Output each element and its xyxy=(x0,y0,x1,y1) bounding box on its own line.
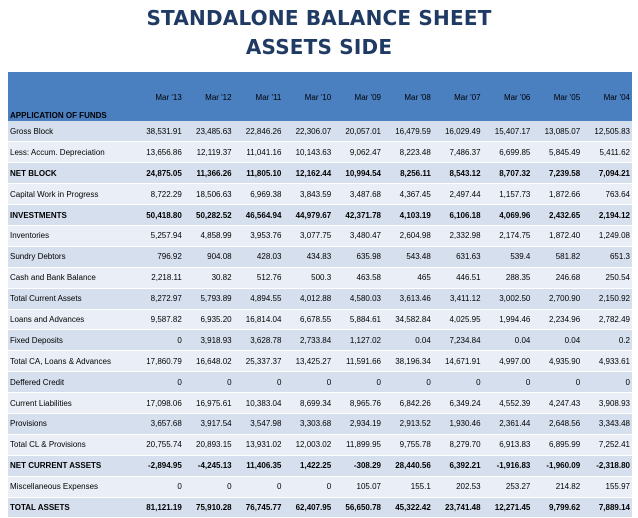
cell-value: -1,916.83 xyxy=(483,455,533,476)
cell-value: 763.64 xyxy=(582,184,632,205)
cell-value: 13,085.07 xyxy=(532,121,582,142)
cell-value: 214.82 xyxy=(532,476,582,497)
row-label: Sundry Debtors xyxy=(8,246,134,267)
cell-value: 9,755.78 xyxy=(383,434,433,455)
cell-value: 4,935.90 xyxy=(532,351,582,372)
cell-value: 3,917.54 xyxy=(184,413,234,434)
cell-value: 5,884.61 xyxy=(333,309,383,330)
table-row xyxy=(8,225,632,246)
cell-value: 16,029.49 xyxy=(433,121,483,142)
cell-value: 25,337.37 xyxy=(234,351,284,372)
cell-value: 0.04 xyxy=(483,330,533,351)
cell-value: 5,257.94 xyxy=(134,225,184,246)
table-row xyxy=(8,476,632,497)
cell-value: 5,793.89 xyxy=(184,288,234,309)
cell-value: 8,223.48 xyxy=(383,142,433,163)
cell-value: 12,162.44 xyxy=(283,163,333,184)
year-header: Mar '09 xyxy=(333,72,383,121)
cell-value: 1,872.66 xyxy=(532,184,582,205)
cell-value: 1,930.46 xyxy=(433,413,483,434)
table-row xyxy=(8,246,632,267)
cell-value: 155.1 xyxy=(383,476,433,497)
cell-value: 23,485.63 xyxy=(184,121,234,142)
cell-value: 434.83 xyxy=(283,246,333,267)
cell-value: 9,062.47 xyxy=(333,142,383,163)
cell-value: 3,547.98 xyxy=(234,413,284,434)
cell-value: 250.54 xyxy=(582,267,632,288)
cell-value: 13,656.86 xyxy=(134,142,184,163)
cell-value: 2,733.84 xyxy=(283,330,333,351)
cell-value: 11,366.26 xyxy=(184,163,234,184)
cell-value: 12,119.37 xyxy=(184,142,234,163)
cell-value: 4,894.55 xyxy=(234,288,284,309)
cell-value: 8,699.34 xyxy=(283,393,333,414)
cell-value: 0.04 xyxy=(383,330,433,351)
cell-value: 463.58 xyxy=(333,267,383,288)
cell-value: 1,249.08 xyxy=(582,225,632,246)
cell-value: -1,960.09 xyxy=(532,455,582,476)
cell-value: 50,418.80 xyxy=(134,205,184,226)
cell-value: 2,913.52 xyxy=(383,413,433,434)
year-header: Mar '05 xyxy=(532,72,582,121)
cell-value: 22,306.07 xyxy=(283,121,333,142)
cell-value: 105.07 xyxy=(333,476,383,497)
cell-value: 17,860.79 xyxy=(134,351,184,372)
cell-value: 6,969.38 xyxy=(234,184,284,205)
cell-value: 6,935.20 xyxy=(184,309,234,330)
cell-value: 23,741.48 xyxy=(433,497,483,518)
table-body xyxy=(8,121,632,518)
cell-value: 3,613.46 xyxy=(383,288,433,309)
cell-value: 635.98 xyxy=(333,246,383,267)
cell-value: 8,722.29 xyxy=(134,184,184,205)
cell-value: 2,782.49 xyxy=(582,309,632,330)
cell-value: 3,480.47 xyxy=(333,225,383,246)
cell-value: 10,383.04 xyxy=(234,393,284,414)
table-row xyxy=(8,497,632,518)
cell-value: 543.48 xyxy=(383,246,433,267)
cell-value: 500.3 xyxy=(283,267,333,288)
table-row xyxy=(8,184,632,205)
cell-value: 11,041.16 xyxy=(234,142,284,163)
cell-value: -4,245.13 xyxy=(184,455,234,476)
cell-value: 8,256.11 xyxy=(383,163,433,184)
cell-value: 8,279.70 xyxy=(433,434,483,455)
year-header: Mar '12 xyxy=(184,72,234,121)
cell-value: 512.76 xyxy=(234,267,284,288)
cell-value: 20,893.15 xyxy=(184,434,234,455)
cell-value: 4,580.03 xyxy=(333,288,383,309)
cell-value: 0 xyxy=(283,372,333,393)
cell-value: 2,497.44 xyxy=(433,184,483,205)
cell-value: 4,069.96 xyxy=(483,205,533,226)
year-header: Mar '06 xyxy=(483,72,533,121)
cell-value: 2,700.90 xyxy=(532,288,582,309)
cell-value: 16,479.59 xyxy=(383,121,433,142)
cell-value: 62,407.95 xyxy=(283,497,333,518)
cell-value: 7,486.37 xyxy=(433,142,483,163)
row-label: Inventories xyxy=(8,225,134,246)
cell-value: 3,843.59 xyxy=(283,184,333,205)
row-label: Less: Accum. Depreciation xyxy=(8,142,134,163)
cell-value: 10,994.54 xyxy=(333,163,383,184)
cell-value: 0 xyxy=(134,476,184,497)
cell-value: 81,121.19 xyxy=(134,497,184,518)
cell-value: 7,094.21 xyxy=(582,163,632,184)
cell-value: 0 xyxy=(532,372,582,393)
cell-value: 3,077.75 xyxy=(283,225,333,246)
row-label: Current Liabilities xyxy=(8,393,134,414)
cell-value: 581.82 xyxy=(532,246,582,267)
cell-value: 38,196.34 xyxy=(383,351,433,372)
cell-value: 2,648.56 xyxy=(532,413,582,434)
cell-value: 28,440.56 xyxy=(383,455,433,476)
cell-value: 2,194.12 xyxy=(582,205,632,226)
cell-value: 50,282.52 xyxy=(184,205,234,226)
cell-value: 4,858.99 xyxy=(184,225,234,246)
cell-value: 16,648.02 xyxy=(184,351,234,372)
cell-value: 4,552.39 xyxy=(483,393,533,414)
table-row xyxy=(8,434,632,455)
cell-value: 46,564.94 xyxy=(234,205,284,226)
cell-value: 0 xyxy=(433,372,483,393)
cell-value: 4,012.88 xyxy=(283,288,333,309)
cell-value: 246.68 xyxy=(532,267,582,288)
cell-value: 9,799.62 xyxy=(532,497,582,518)
cell-value: 17,098.06 xyxy=(134,393,184,414)
cell-value: 3,628.78 xyxy=(234,330,284,351)
row-label: Miscellaneous Expenses xyxy=(8,476,134,497)
cell-value: 202.53 xyxy=(433,476,483,497)
cell-value: 7,889.14 xyxy=(582,497,632,518)
table-row xyxy=(8,121,632,142)
table-row xyxy=(8,393,632,414)
balance-sheet-table xyxy=(8,72,632,518)
cell-value: 2,432.65 xyxy=(532,205,582,226)
cell-value: 6,106.18 xyxy=(433,205,483,226)
cell-value: 3,657.68 xyxy=(134,413,184,434)
cell-value: 4,247.43 xyxy=(532,393,582,414)
cell-value: 3,918.93 xyxy=(184,330,234,351)
cell-value: 6,349.24 xyxy=(433,393,483,414)
cell-value: 3,953.76 xyxy=(234,225,284,246)
cell-value: 0 xyxy=(582,372,632,393)
cell-value: 0 xyxy=(483,372,533,393)
table-row xyxy=(8,330,632,351)
table-row xyxy=(8,372,632,393)
cell-value: 288.35 xyxy=(483,267,533,288)
cell-value: 12,003.02 xyxy=(283,434,333,455)
cell-value: 3,002.50 xyxy=(483,288,533,309)
cell-value: 0 xyxy=(184,476,234,497)
cell-value: 1,127.02 xyxy=(333,330,383,351)
cell-value: 6,678.55 xyxy=(283,309,333,330)
cell-value: 11,899.95 xyxy=(333,434,383,455)
cell-value: 1,994.46 xyxy=(483,309,533,330)
cell-value: -2,894.95 xyxy=(134,455,184,476)
row-label: NET BLOCK xyxy=(8,163,134,184)
cell-value: 34,582.84 xyxy=(383,309,433,330)
table-row xyxy=(8,455,632,476)
row-label: Total CL & Provisions xyxy=(8,434,134,455)
cell-value: 2,174.75 xyxy=(483,225,533,246)
cell-value: 7,239.58 xyxy=(532,163,582,184)
table-row xyxy=(8,413,632,434)
cell-value: 8,543.12 xyxy=(433,163,483,184)
cell-value: 0.04 xyxy=(532,330,582,351)
cell-value: 6,895.99 xyxy=(532,434,582,455)
cell-value: 20,755.74 xyxy=(134,434,184,455)
cell-value: 446.51 xyxy=(433,267,483,288)
row-label: Loans and Advances xyxy=(8,309,134,330)
header-corner: APPLICATION OF FUNDS xyxy=(8,72,134,121)
table-row xyxy=(8,267,632,288)
table-row xyxy=(8,142,632,163)
cell-value: 10,143.63 xyxy=(283,142,333,163)
cell-value: 0 xyxy=(134,372,184,393)
cell-value: 0 xyxy=(333,372,383,393)
cell-value: 155.97 xyxy=(582,476,632,497)
row-label: INVESTMENTS xyxy=(8,205,134,226)
cell-value: 6,699.85 xyxy=(483,142,533,163)
cell-value: 2,234.96 xyxy=(532,309,582,330)
table-row xyxy=(8,351,632,372)
cell-value: 22,846.26 xyxy=(234,121,284,142)
cell-value: 3,908.93 xyxy=(582,393,632,414)
year-header: Mar '10 xyxy=(283,72,333,121)
cell-value: 11,406.35 xyxy=(234,455,284,476)
cell-value: 11,591.66 xyxy=(333,351,383,372)
cell-value: 5,845.49 xyxy=(532,142,582,163)
cell-value: -308.29 xyxy=(333,455,383,476)
cell-value: 428.03 xyxy=(234,246,284,267)
header-row xyxy=(8,72,632,121)
cell-value: 4,025.95 xyxy=(433,309,483,330)
cell-value: 465 xyxy=(383,267,433,288)
cell-value: 56,650.78 xyxy=(333,497,383,518)
cell-value: 0 xyxy=(234,372,284,393)
cell-value: 0.2 xyxy=(582,330,632,351)
row-label: TOTAL ASSETS xyxy=(8,497,134,518)
cell-value: 76,745.77 xyxy=(234,497,284,518)
cell-value: 0 xyxy=(383,372,433,393)
cell-value: 796.92 xyxy=(134,246,184,267)
cell-value: 14,671.91 xyxy=(433,351,483,372)
cell-value: 42,371.78 xyxy=(333,205,383,226)
row-label: Capital Work in Progress xyxy=(8,184,134,205)
table-row xyxy=(8,288,632,309)
row-label: Cash and Bank Balance xyxy=(8,267,134,288)
cell-value: -2,318.80 xyxy=(582,455,632,476)
cell-value: 3,487.68 xyxy=(333,184,383,205)
cell-value: 30.82 xyxy=(184,267,234,288)
cell-value: 0 xyxy=(134,330,184,351)
cell-value: 18,506.63 xyxy=(184,184,234,205)
cell-value: 11,805.10 xyxy=(234,163,284,184)
cell-value: 4,367.45 xyxy=(383,184,433,205)
cell-value: 0 xyxy=(283,476,333,497)
cell-value: 8,707.32 xyxy=(483,163,533,184)
row-label: NET CURRENT ASSETS xyxy=(8,455,134,476)
cell-value: 5,411.62 xyxy=(582,142,632,163)
cell-value: 904.08 xyxy=(184,246,234,267)
cell-value: 2,361.44 xyxy=(483,413,533,434)
cell-value: 3,303.68 xyxy=(283,413,333,434)
cell-value: 75,910.28 xyxy=(184,497,234,518)
row-label: Provisions xyxy=(8,413,134,434)
row-label: Deffered Credit xyxy=(8,372,134,393)
cell-value: 0 xyxy=(184,372,234,393)
cell-value: 651.3 xyxy=(582,246,632,267)
cell-value: 2,934.19 xyxy=(333,413,383,434)
cell-value: 2,604.98 xyxy=(383,225,433,246)
cell-value: 12,271.45 xyxy=(483,497,533,518)
year-header: Mar '11 xyxy=(234,72,284,121)
cell-value: 15,407.17 xyxy=(483,121,533,142)
year-header: Mar '07 xyxy=(433,72,483,121)
year-header: Mar '13 xyxy=(134,72,184,121)
page-title: STANDALONE BALANCE SHEET xyxy=(146,6,492,30)
cell-value: 44,979.67 xyxy=(283,205,333,226)
cell-value: 3,343.48 xyxy=(582,413,632,434)
row-label: Total Current Assets xyxy=(8,288,134,309)
year-header: Mar '08 xyxy=(383,72,433,121)
cell-value: 6,392.21 xyxy=(433,455,483,476)
cell-value: 539.4 xyxy=(483,246,533,267)
cell-value: 1,872.40 xyxy=(532,225,582,246)
cell-value: 24,875.05 xyxy=(134,163,184,184)
cell-value: 3,411.12 xyxy=(433,288,483,309)
cell-value: 4,997.00 xyxy=(483,351,533,372)
table-row xyxy=(8,163,632,184)
row-label: Gross Block xyxy=(8,121,134,142)
cell-value: 12,505.83 xyxy=(582,121,632,142)
cell-value: 631.63 xyxy=(433,246,483,267)
table-row xyxy=(8,309,632,330)
cell-value: 8,272.97 xyxy=(134,288,184,309)
year-header: Mar '04 xyxy=(582,72,632,121)
cell-value: 6,842.26 xyxy=(383,393,433,414)
cell-value: 13,425.27 xyxy=(283,351,333,372)
page-subtitle: ASSETS SIDE xyxy=(245,35,393,59)
cell-value: 2,150.92 xyxy=(582,288,632,309)
cell-value: 8,965.76 xyxy=(333,393,383,414)
row-label: Fixed Deposits xyxy=(8,330,134,351)
cell-value: 13,931.02 xyxy=(234,434,284,455)
cell-value: 4,933.61 xyxy=(582,351,632,372)
cell-value: 7,234.84 xyxy=(433,330,483,351)
cell-value: 2,332.98 xyxy=(433,225,483,246)
cell-value: 45,322.42 xyxy=(383,497,433,518)
cell-value: 253.27 xyxy=(483,476,533,497)
cell-value: 1,157.73 xyxy=(483,184,533,205)
cell-value: 16,814.04 xyxy=(234,309,284,330)
cell-value: 1,422.25 xyxy=(283,455,333,476)
cell-value: 0 xyxy=(234,476,284,497)
cell-value: 16,975.61 xyxy=(184,393,234,414)
cell-value: 4,103.19 xyxy=(383,205,433,226)
cell-value: 6,913.83 xyxy=(483,434,533,455)
cell-value: 9,587.82 xyxy=(134,309,184,330)
cell-value: 7,252.41 xyxy=(582,434,632,455)
cell-value: 38,531.91 xyxy=(134,121,184,142)
table-row xyxy=(8,205,632,226)
cell-value: 20,057.01 xyxy=(333,121,383,142)
row-label: Total CA, Loans & Advances xyxy=(8,351,134,372)
cell-value: 2,218.11 xyxy=(134,267,184,288)
